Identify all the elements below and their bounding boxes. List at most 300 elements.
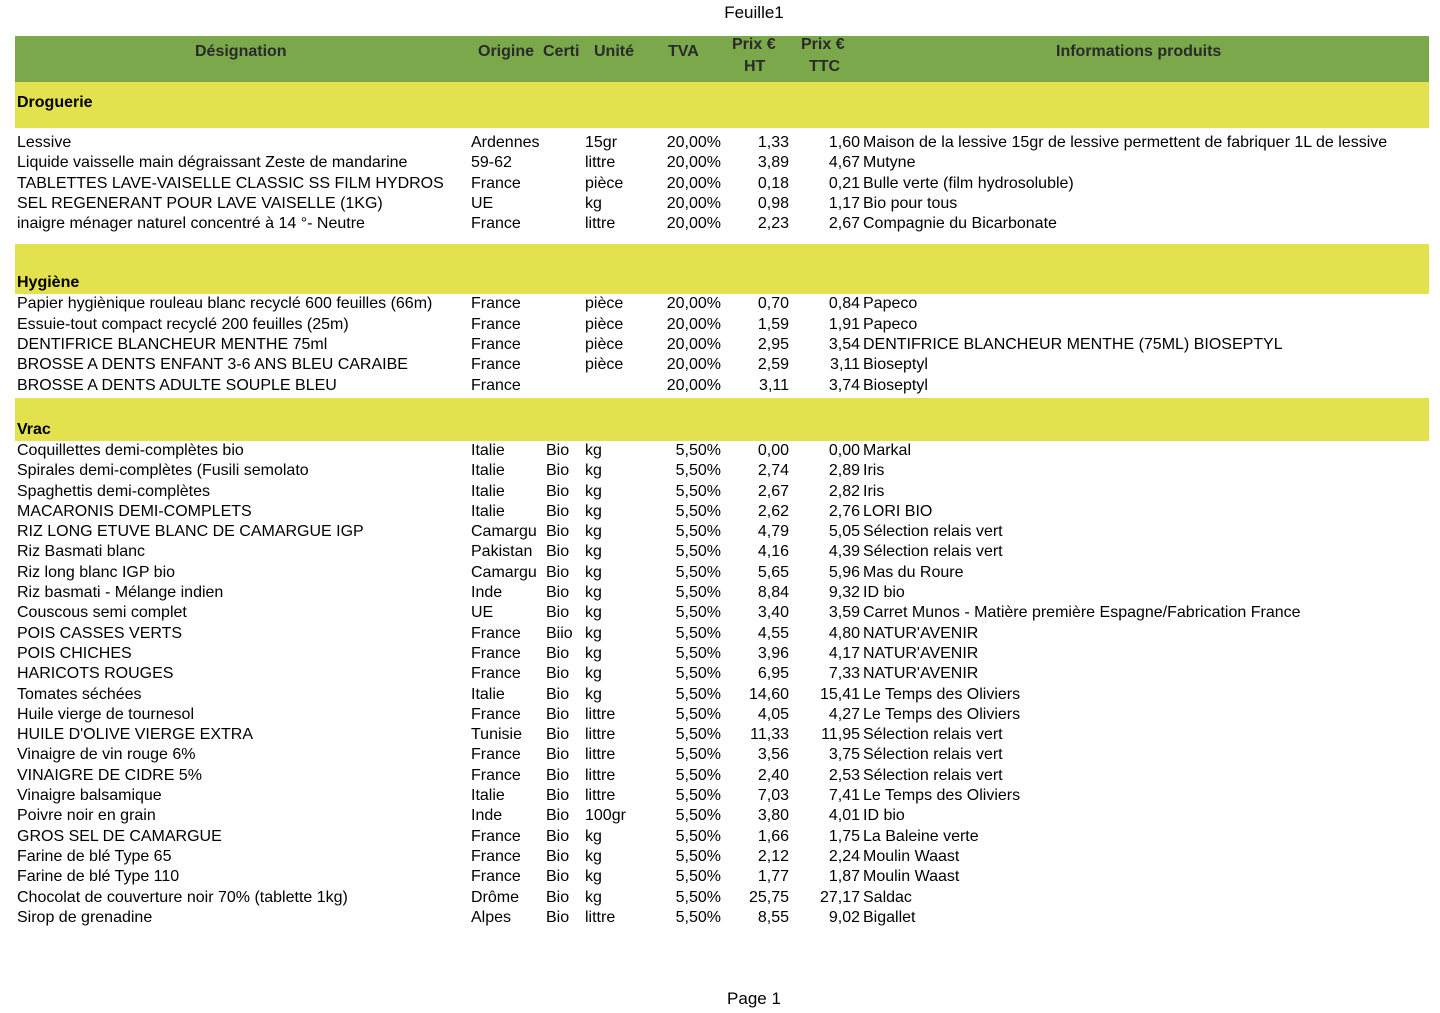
cell-prix-ttc: 9,32 bbox=[828, 584, 860, 602]
cell-unite: kg bbox=[585, 502, 602, 520]
table-row bbox=[15, 786, 1429, 806]
cell-unite: kg bbox=[585, 482, 602, 500]
cell-tva: 5,50% bbox=[675, 502, 721, 520]
cell-unite: kg bbox=[585, 685, 602, 703]
cell-designation: TABLETTES LAVE-VAISELLE CLASSIC SS FILM HYDROS bbox=[17, 174, 444, 192]
cell-prix-ht: 2,23 bbox=[757, 215, 789, 233]
cell-designation: Vinaigre balsamique bbox=[17, 787, 162, 805]
cell-prix-ht: 11,33 bbox=[750, 726, 789, 744]
cell-prix-ht: 2,62 bbox=[757, 502, 789, 520]
cell-origine: Italie bbox=[471, 787, 505, 805]
cell-informations: Mutyne bbox=[863, 154, 916, 172]
cell-designation: Riz long blanc IGP bio bbox=[17, 563, 176, 581]
cell-prix-ht: 2,59 bbox=[757, 356, 789, 374]
cell-prix-ttc: 2,89 bbox=[828, 462, 860, 480]
table-row bbox=[15, 624, 1429, 644]
cell-origine: Italie bbox=[471, 482, 505, 500]
header-origine: Origine bbox=[478, 43, 535, 60]
cell-designation: inaigre ménager naturel concentré à 14 °- Neutre bbox=[17, 215, 365, 233]
cell-tva: 20,00% bbox=[666, 194, 721, 212]
cell-origine: Drôme bbox=[471, 888, 520, 906]
section-title: Hygiène bbox=[17, 274, 80, 292]
cell-certification: Bio bbox=[546, 827, 570, 845]
cell-designation: Couscous semi complet bbox=[17, 604, 187, 622]
cell-informations: Bio pour tous bbox=[863, 194, 958, 212]
cell-origine: France bbox=[471, 847, 521, 865]
cell-unite: littre bbox=[585, 766, 616, 784]
cell-prix-ttc: 4,27 bbox=[828, 705, 860, 723]
table-row bbox=[15, 806, 1429, 826]
table-row bbox=[15, 355, 1429, 375]
cell-prix-ht: 0,18 bbox=[757, 174, 789, 192]
cell-unite: littre bbox=[585, 908, 616, 926]
table-row bbox=[15, 133, 1429, 153]
cell-certification: Bio bbox=[546, 462, 570, 480]
table-row bbox=[15, 908, 1429, 928]
cell-designation: Riz basmati - Mélange indien bbox=[17, 584, 224, 602]
cell-designation: Liquide vaisselle main dégraissant Zeste de mandarine bbox=[17, 154, 408, 172]
section-rows-droguerie bbox=[15, 128, 1429, 244]
cell-prix-ht: 4,05 bbox=[757, 705, 789, 723]
cell-tva: 5,50% bbox=[675, 766, 721, 784]
cell-origine: France bbox=[471, 705, 521, 723]
cell-informations: Sélection relais vert bbox=[863, 543, 1003, 561]
table-row bbox=[15, 522, 1429, 542]
cell-informations: Bioseptyl bbox=[863, 356, 928, 374]
cell-certification: Bio bbox=[546, 847, 570, 865]
cell-prix-ht: 2,95 bbox=[757, 336, 789, 354]
cell-unite: 100gr bbox=[585, 807, 626, 825]
cell-tva: 5,50% bbox=[675, 787, 721, 805]
cell-unite: littre bbox=[585, 787, 616, 805]
cell-unite: kg bbox=[585, 462, 602, 480]
cell-prix-ht: 5,65 bbox=[757, 563, 789, 581]
cell-tva: 20,00% bbox=[666, 356, 721, 374]
cell-origine: France bbox=[471, 766, 521, 784]
table-row bbox=[15, 705, 1429, 725]
cell-prix-ttc: 3,11 bbox=[830, 356, 860, 374]
cell-certification: Bio bbox=[546, 502, 570, 520]
cell-informations: Papeco bbox=[863, 295, 918, 313]
cell-certification: Bio bbox=[546, 746, 570, 764]
cell-prix-ttc: 3,54 bbox=[828, 336, 860, 354]
table-row bbox=[15, 827, 1429, 847]
cell-prix-ht: 3,40 bbox=[757, 604, 789, 622]
cell-unite: littre bbox=[585, 705, 616, 723]
table-row bbox=[15, 153, 1429, 173]
cell-tva: 5,50% bbox=[675, 685, 721, 703]
cell-designation: Spaghettis demi-complètes bbox=[17, 482, 210, 500]
cell-prix-ht: 25,75 bbox=[748, 888, 789, 906]
cell-informations: Mas du Roure bbox=[863, 563, 964, 581]
cell-designation: Lessive bbox=[17, 134, 72, 151]
cell-prix-ht: 7,03 bbox=[757, 787, 789, 805]
cell-origine: France bbox=[471, 868, 521, 886]
cell-prix-ht: 8,55 bbox=[757, 908, 789, 926]
cell-prix-ttc: 1,60 bbox=[828, 134, 860, 151]
sheet-title: Feuille1 bbox=[724, 3, 784, 22]
cell-designation: MACARONIS DEMI-COMPLETS bbox=[17, 502, 252, 520]
cell-prix-ttc: 0,21 bbox=[828, 174, 860, 192]
cell-certification: Bio bbox=[546, 604, 570, 622]
cell-origine: Italie bbox=[471, 441, 505, 459]
cell-prix-ttc: 1,87 bbox=[828, 868, 860, 886]
cell-certification: Bio bbox=[546, 563, 570, 581]
cell-prix-ttc: 2,67 bbox=[828, 215, 860, 233]
cell-tva: 5,50% bbox=[675, 584, 721, 602]
cell-certification: Bio bbox=[546, 726, 570, 744]
cell-prix-ht: 8,84 bbox=[757, 584, 789, 602]
cell-unite: kg bbox=[585, 644, 602, 662]
cell-prix-ttc: 4,17 bbox=[828, 644, 860, 662]
header-prix-ttc-1: Prix € bbox=[801, 36, 845, 53]
cell-certification: Biio bbox=[546, 624, 573, 642]
cell-informations: Bioseptyl bbox=[863, 376, 928, 394]
cell-unite: kg bbox=[585, 441, 602, 459]
cell-origine: France bbox=[471, 174, 521, 192]
table-row bbox=[15, 441, 1429, 461]
cell-prix-ht: 4,79 bbox=[757, 523, 789, 541]
cell-origine: UE bbox=[471, 194, 494, 212]
cell-unite: pièce bbox=[585, 315, 624, 333]
cell-unite: kg bbox=[585, 584, 602, 602]
cell-informations: Sélection relais vert bbox=[863, 746, 1003, 764]
cell-tva: 5,50% bbox=[675, 482, 721, 500]
cell-origine: UE bbox=[471, 604, 494, 622]
header-unite: Unité bbox=[594, 43, 634, 60]
cell-designation: Chocolat de couverture noir 70% (tablette 1kg) bbox=[17, 888, 348, 906]
table-row bbox=[15, 664, 1429, 684]
cell-tva: 5,50% bbox=[675, 868, 721, 886]
cell-unite: kg bbox=[585, 827, 602, 845]
cell-designation: Vinaigre de vin rouge 6% bbox=[17, 746, 196, 764]
cell-prix-ttc: 5,05 bbox=[828, 523, 860, 541]
table-row bbox=[15, 194, 1429, 214]
section-header-droguerie bbox=[15, 82, 1429, 128]
cell-certification: Bio bbox=[546, 644, 570, 662]
cell-informations: NATUR'AVENIR bbox=[863, 624, 979, 642]
cell-designation: Coquillettes demi-complètes bio bbox=[17, 441, 244, 459]
header-prix-ttc-2: TTC bbox=[809, 58, 841, 75]
cell-informations: Le Temps des Oliviers bbox=[863, 705, 1021, 723]
cell-informations: Sélection relais vert bbox=[863, 523, 1003, 541]
cell-tva: 5,50% bbox=[675, 888, 721, 906]
cell-designation: Farine de blé Type 65 bbox=[17, 847, 172, 865]
cell-origine: France bbox=[471, 376, 521, 394]
cell-unite: kg bbox=[585, 523, 602, 541]
cell-origine: Tunisie bbox=[471, 726, 522, 744]
cell-tva: 20,00% bbox=[666, 336, 721, 354]
table-row bbox=[15, 335, 1429, 355]
section-header-hygiene bbox=[15, 244, 1429, 294]
cell-tva: 5,50% bbox=[675, 543, 721, 561]
cell-prix-ht: 1,66 bbox=[757, 827, 789, 845]
cell-designation: SEL REGENERANT POUR LAVE VAISELLE (1KG) bbox=[17, 194, 383, 212]
cell-unite: littre bbox=[585, 215, 616, 233]
header-certi: Certi bbox=[543, 43, 580, 60]
cell-origine: Inde bbox=[471, 807, 503, 825]
page-footer: Page 1 bbox=[727, 989, 781, 1008]
cell-tva: 5,50% bbox=[675, 523, 721, 541]
cell-prix-ttc: 7,33 bbox=[828, 665, 860, 683]
cell-unite: kg bbox=[585, 604, 602, 622]
cell-certification: Bio bbox=[546, 523, 570, 541]
cell-origine: Ardennes bbox=[471, 134, 540, 151]
cell-origine: Italie bbox=[471, 685, 505, 703]
table-row bbox=[15, 174, 1429, 194]
table-header bbox=[15, 36, 1429, 82]
header-designation: Désignation bbox=[195, 43, 287, 60]
cell-tva: 5,50% bbox=[675, 726, 721, 744]
section-title: Droguerie bbox=[17, 94, 93, 111]
cell-unite: littre bbox=[585, 154, 616, 172]
cell-designation: VINAIGRE DE CIDRE 5% bbox=[17, 766, 202, 784]
cell-origine: Camargu bbox=[471, 523, 537, 541]
cell-origine: France bbox=[471, 665, 521, 683]
header-tva: TVA bbox=[668, 43, 699, 60]
cell-tva: 20,00% bbox=[666, 154, 721, 172]
table-row bbox=[15, 745, 1429, 765]
cell-origine: Pakistan bbox=[471, 543, 533, 561]
cell-prix-ht: 3,96 bbox=[757, 644, 789, 662]
cell-prix-ht: 2,74 bbox=[757, 462, 789, 480]
table-row bbox=[15, 644, 1429, 664]
cell-certification: Bio bbox=[546, 766, 570, 784]
cell-designation: BROSSE A DENTS ENFANT 3-6 ANS BLEU CARAIBE bbox=[17, 356, 408, 374]
cell-unite: kg bbox=[585, 194, 602, 212]
cell-unite: kg bbox=[585, 665, 602, 683]
cell-prix-ttc: 4,80 bbox=[828, 624, 860, 642]
cell-certification: Bio bbox=[546, 665, 570, 683]
cell-designation: Riz Basmati blanc bbox=[17, 543, 146, 561]
cell-certification: Bio bbox=[546, 685, 570, 703]
cell-prix-ttc: 2,82 bbox=[828, 482, 860, 500]
section-header-vrac bbox=[15, 398, 1429, 441]
cell-prix-ttc: 27,17 bbox=[819, 888, 860, 906]
cell-certification: Bio bbox=[546, 807, 570, 825]
cell-prix-ttc: 11,95 bbox=[821, 726, 860, 744]
cell-tva: 20,00% bbox=[666, 315, 721, 333]
cell-prix-ht: 2,67 bbox=[757, 482, 789, 500]
cell-certification: Bio bbox=[546, 888, 570, 906]
table-row bbox=[15, 603, 1429, 623]
cell-prix-ttc: 15,41 bbox=[819, 685, 860, 703]
cell-prix-ttc: 5,96 bbox=[828, 563, 860, 581]
cell-informations: ID bio bbox=[863, 807, 905, 825]
cell-prix-ttc: 3,75 bbox=[828, 746, 860, 764]
section-rows-hygiene bbox=[15, 294, 1429, 397]
table-row bbox=[15, 766, 1429, 786]
cell-prix-ht: 3,56 bbox=[757, 746, 789, 764]
table-row bbox=[15, 867, 1429, 887]
cell-prix-ht: 1,59 bbox=[757, 315, 789, 333]
cell-origine: France bbox=[471, 644, 521, 662]
cell-origine: France bbox=[471, 746, 521, 764]
cell-tva: 5,50% bbox=[675, 604, 721, 622]
cell-unite: littre bbox=[585, 726, 616, 744]
cell-designation: HARICOTS ROUGES bbox=[17, 665, 174, 683]
cell-informations: Sélection relais vert bbox=[863, 726, 1003, 744]
cell-certification: Bio bbox=[546, 482, 570, 500]
cell-origine: Italie bbox=[471, 502, 505, 520]
cell-unite: pièce bbox=[585, 174, 624, 192]
cell-prix-ttc: 0,84 bbox=[828, 295, 860, 313]
cell-unite: kg bbox=[585, 624, 602, 642]
cell-designation: GROS SEL DE CAMARGUE bbox=[17, 827, 222, 845]
cell-prix-ht: 3,80 bbox=[757, 807, 789, 825]
product-table bbox=[15, 36, 1429, 928]
cell-prix-ttc: 1,91 bbox=[828, 315, 860, 333]
cell-tva: 20,00% bbox=[666, 174, 721, 192]
cell-prix-ttc: 7,41 bbox=[828, 787, 860, 805]
cell-certification: Bio bbox=[546, 868, 570, 886]
cell-certification: Bio bbox=[546, 543, 570, 561]
cell-tva: 5,50% bbox=[675, 746, 721, 764]
table-row bbox=[15, 502, 1429, 522]
cell-prix-ttc: 4,01 bbox=[828, 807, 860, 825]
section-title: Vrac bbox=[17, 420, 51, 438]
cell-tva: 5,50% bbox=[675, 807, 721, 825]
cell-designation: POIS CHICHES bbox=[17, 644, 132, 662]
cell-designation: POIS CASSES VERTS bbox=[17, 624, 183, 642]
cell-designation: Farine de blé Type 110 bbox=[17, 868, 180, 886]
cell-certification: Bio bbox=[546, 441, 570, 459]
cell-tva: 5,50% bbox=[675, 441, 721, 459]
cell-origine: France bbox=[471, 295, 521, 313]
cell-designation: BROSSE A DENTS ADULTE SOUPLE BLEU bbox=[17, 376, 337, 394]
cell-designation: HUILE D'OLIVE VIERGE EXTRA bbox=[17, 726, 254, 744]
cell-informations: La Baleine verte bbox=[863, 827, 979, 845]
cell-origine: Camargu bbox=[471, 563, 537, 581]
table-row bbox=[15, 583, 1429, 603]
cell-tva: 20,00% bbox=[666, 295, 721, 313]
cell-certification: Bio bbox=[546, 584, 570, 602]
table-row bbox=[15, 542, 1429, 562]
table-row bbox=[15, 482, 1429, 502]
cell-prix-ttc: 2,24 bbox=[828, 847, 860, 865]
cell-informations: Saldac bbox=[863, 888, 912, 906]
cell-prix-ttc: 2,76 bbox=[828, 502, 860, 520]
cell-prix-ttc: 1,75 bbox=[828, 827, 860, 845]
cell-unite: kg bbox=[585, 888, 602, 906]
cell-unite: pièce bbox=[585, 356, 624, 374]
cell-prix-ht: 1,77 bbox=[757, 868, 789, 886]
table-row bbox=[15, 563, 1429, 583]
cell-prix-ht: 2,12 bbox=[757, 847, 789, 865]
cell-prix-ttc: 3,59 bbox=[828, 604, 860, 622]
cell-prix-ttc: 4,67 bbox=[828, 154, 860, 172]
cell-prix-ht: 0,70 bbox=[757, 295, 789, 313]
cell-informations: Carret Munos - Matière première Espagne/Fabrication France bbox=[863, 604, 1301, 622]
cell-prix-ht: 4,55 bbox=[757, 624, 789, 642]
cell-informations: Bulle verte (film hydrosoluble) bbox=[863, 174, 1074, 192]
section-rows-vrac bbox=[15, 441, 1429, 928]
cell-informations: DENTIFRICE BLANCHEUR MENTHE (75ML) BIOSEPTYL bbox=[863, 336, 1283, 354]
cell-designation: Spirales demi-complètes (Fusili semolato bbox=[17, 462, 309, 480]
cell-designation: Essuie-tout compact recyclé 200 feuilles (25m) bbox=[17, 315, 349, 333]
cell-informations: Moulin Waast bbox=[863, 847, 960, 865]
cell-informations: NATUR'AVENIR bbox=[863, 665, 979, 683]
header-prix-ht-1: Prix € bbox=[732, 36, 776, 53]
cell-informations: NATUR'AVENIR bbox=[863, 644, 979, 662]
cell-unite: littre bbox=[585, 746, 616, 764]
cell-origine: France bbox=[471, 827, 521, 845]
cell-certification: Bio bbox=[546, 787, 570, 805]
cell-prix-ht: 3,11 bbox=[759, 376, 789, 394]
cell-informations: Sélection relais vert bbox=[863, 766, 1003, 784]
cell-prix-ht: 6,95 bbox=[757, 665, 789, 683]
cell-tva: 20,00% bbox=[666, 376, 721, 394]
table-row bbox=[15, 294, 1429, 314]
cell-tva: 5,50% bbox=[675, 563, 721, 581]
cell-informations: Iris bbox=[863, 482, 885, 500]
cell-unite: pièce bbox=[585, 295, 624, 313]
cell-tva: 20,00% bbox=[666, 134, 721, 151]
cell-tva: 5,50% bbox=[675, 644, 721, 662]
cell-designation: Poivre noir en grain bbox=[17, 807, 156, 825]
cell-origine: France bbox=[471, 336, 521, 354]
cell-prix-ttc: 4,39 bbox=[828, 543, 860, 561]
cell-tva: 20,00% bbox=[666, 215, 721, 233]
cell-prix-ht: 1,33 bbox=[757, 134, 789, 151]
cell-informations: Markal bbox=[863, 441, 912, 459]
cell-origine: France bbox=[471, 356, 521, 374]
table-row bbox=[15, 725, 1429, 745]
cell-prix-ht: 0,98 bbox=[757, 194, 789, 212]
cell-origine: France bbox=[471, 624, 521, 642]
cell-tva: 5,50% bbox=[675, 705, 721, 723]
cell-prix-ht: 2,40 bbox=[757, 766, 789, 784]
table-row bbox=[15, 888, 1429, 908]
cell-prix-ht: 14,60 bbox=[748, 685, 789, 703]
cell-unite: kg bbox=[585, 543, 602, 561]
cell-prix-ttc: 9,02 bbox=[828, 908, 860, 926]
table-row bbox=[15, 376, 1429, 396]
cell-origine: France bbox=[471, 215, 521, 233]
cell-tva: 5,50% bbox=[675, 908, 721, 926]
cell-designation: Sirop de grenadine bbox=[17, 908, 153, 926]
cell-tva: 5,50% bbox=[675, 847, 721, 865]
cell-designation: Papier hygiènique rouleau blanc recyclé 600 feuilles (66m) bbox=[17, 295, 433, 313]
table-row bbox=[15, 847, 1429, 867]
cell-unite: pièce bbox=[585, 336, 624, 354]
table-row bbox=[15, 214, 1429, 234]
cell-unite: kg bbox=[585, 563, 602, 581]
cell-tva: 5,50% bbox=[675, 665, 721, 683]
table-row bbox=[15, 461, 1429, 481]
cell-designation: DENTIFRICE BLANCHEUR MENTHE 75ml bbox=[17, 336, 328, 354]
cell-prix-ttc: 1,17 bbox=[828, 194, 860, 212]
cell-prix-ht: 0,00 bbox=[757, 441, 789, 459]
cell-prix-ttc: 2,53 bbox=[828, 766, 860, 784]
table-row bbox=[15, 315, 1429, 335]
cell-unite: kg bbox=[585, 847, 602, 865]
cell-informations: LORI BIO bbox=[863, 502, 933, 520]
cell-unite: kg bbox=[585, 868, 602, 886]
cell-informations: Maison de la lessive 15gr de lessive permettent de fabriquer 1L de lessive bbox=[863, 134, 1388, 151]
cell-prix-ttc: 3,74 bbox=[828, 376, 860, 394]
cell-origine: Italie bbox=[471, 462, 505, 480]
cell-informations: Papeco bbox=[863, 315, 918, 333]
cell-prix-ht: 4,16 bbox=[757, 543, 789, 561]
cell-informations: ID bio bbox=[863, 584, 905, 602]
cell-informations: Moulin Waast bbox=[863, 868, 960, 886]
table-row bbox=[15, 685, 1429, 705]
header-informations: Informations produits bbox=[1056, 43, 1222, 60]
cell-tva: 5,50% bbox=[675, 462, 721, 480]
cell-origine: France bbox=[471, 315, 521, 333]
cell-informations: Le Temps des Oliviers bbox=[863, 685, 1021, 703]
